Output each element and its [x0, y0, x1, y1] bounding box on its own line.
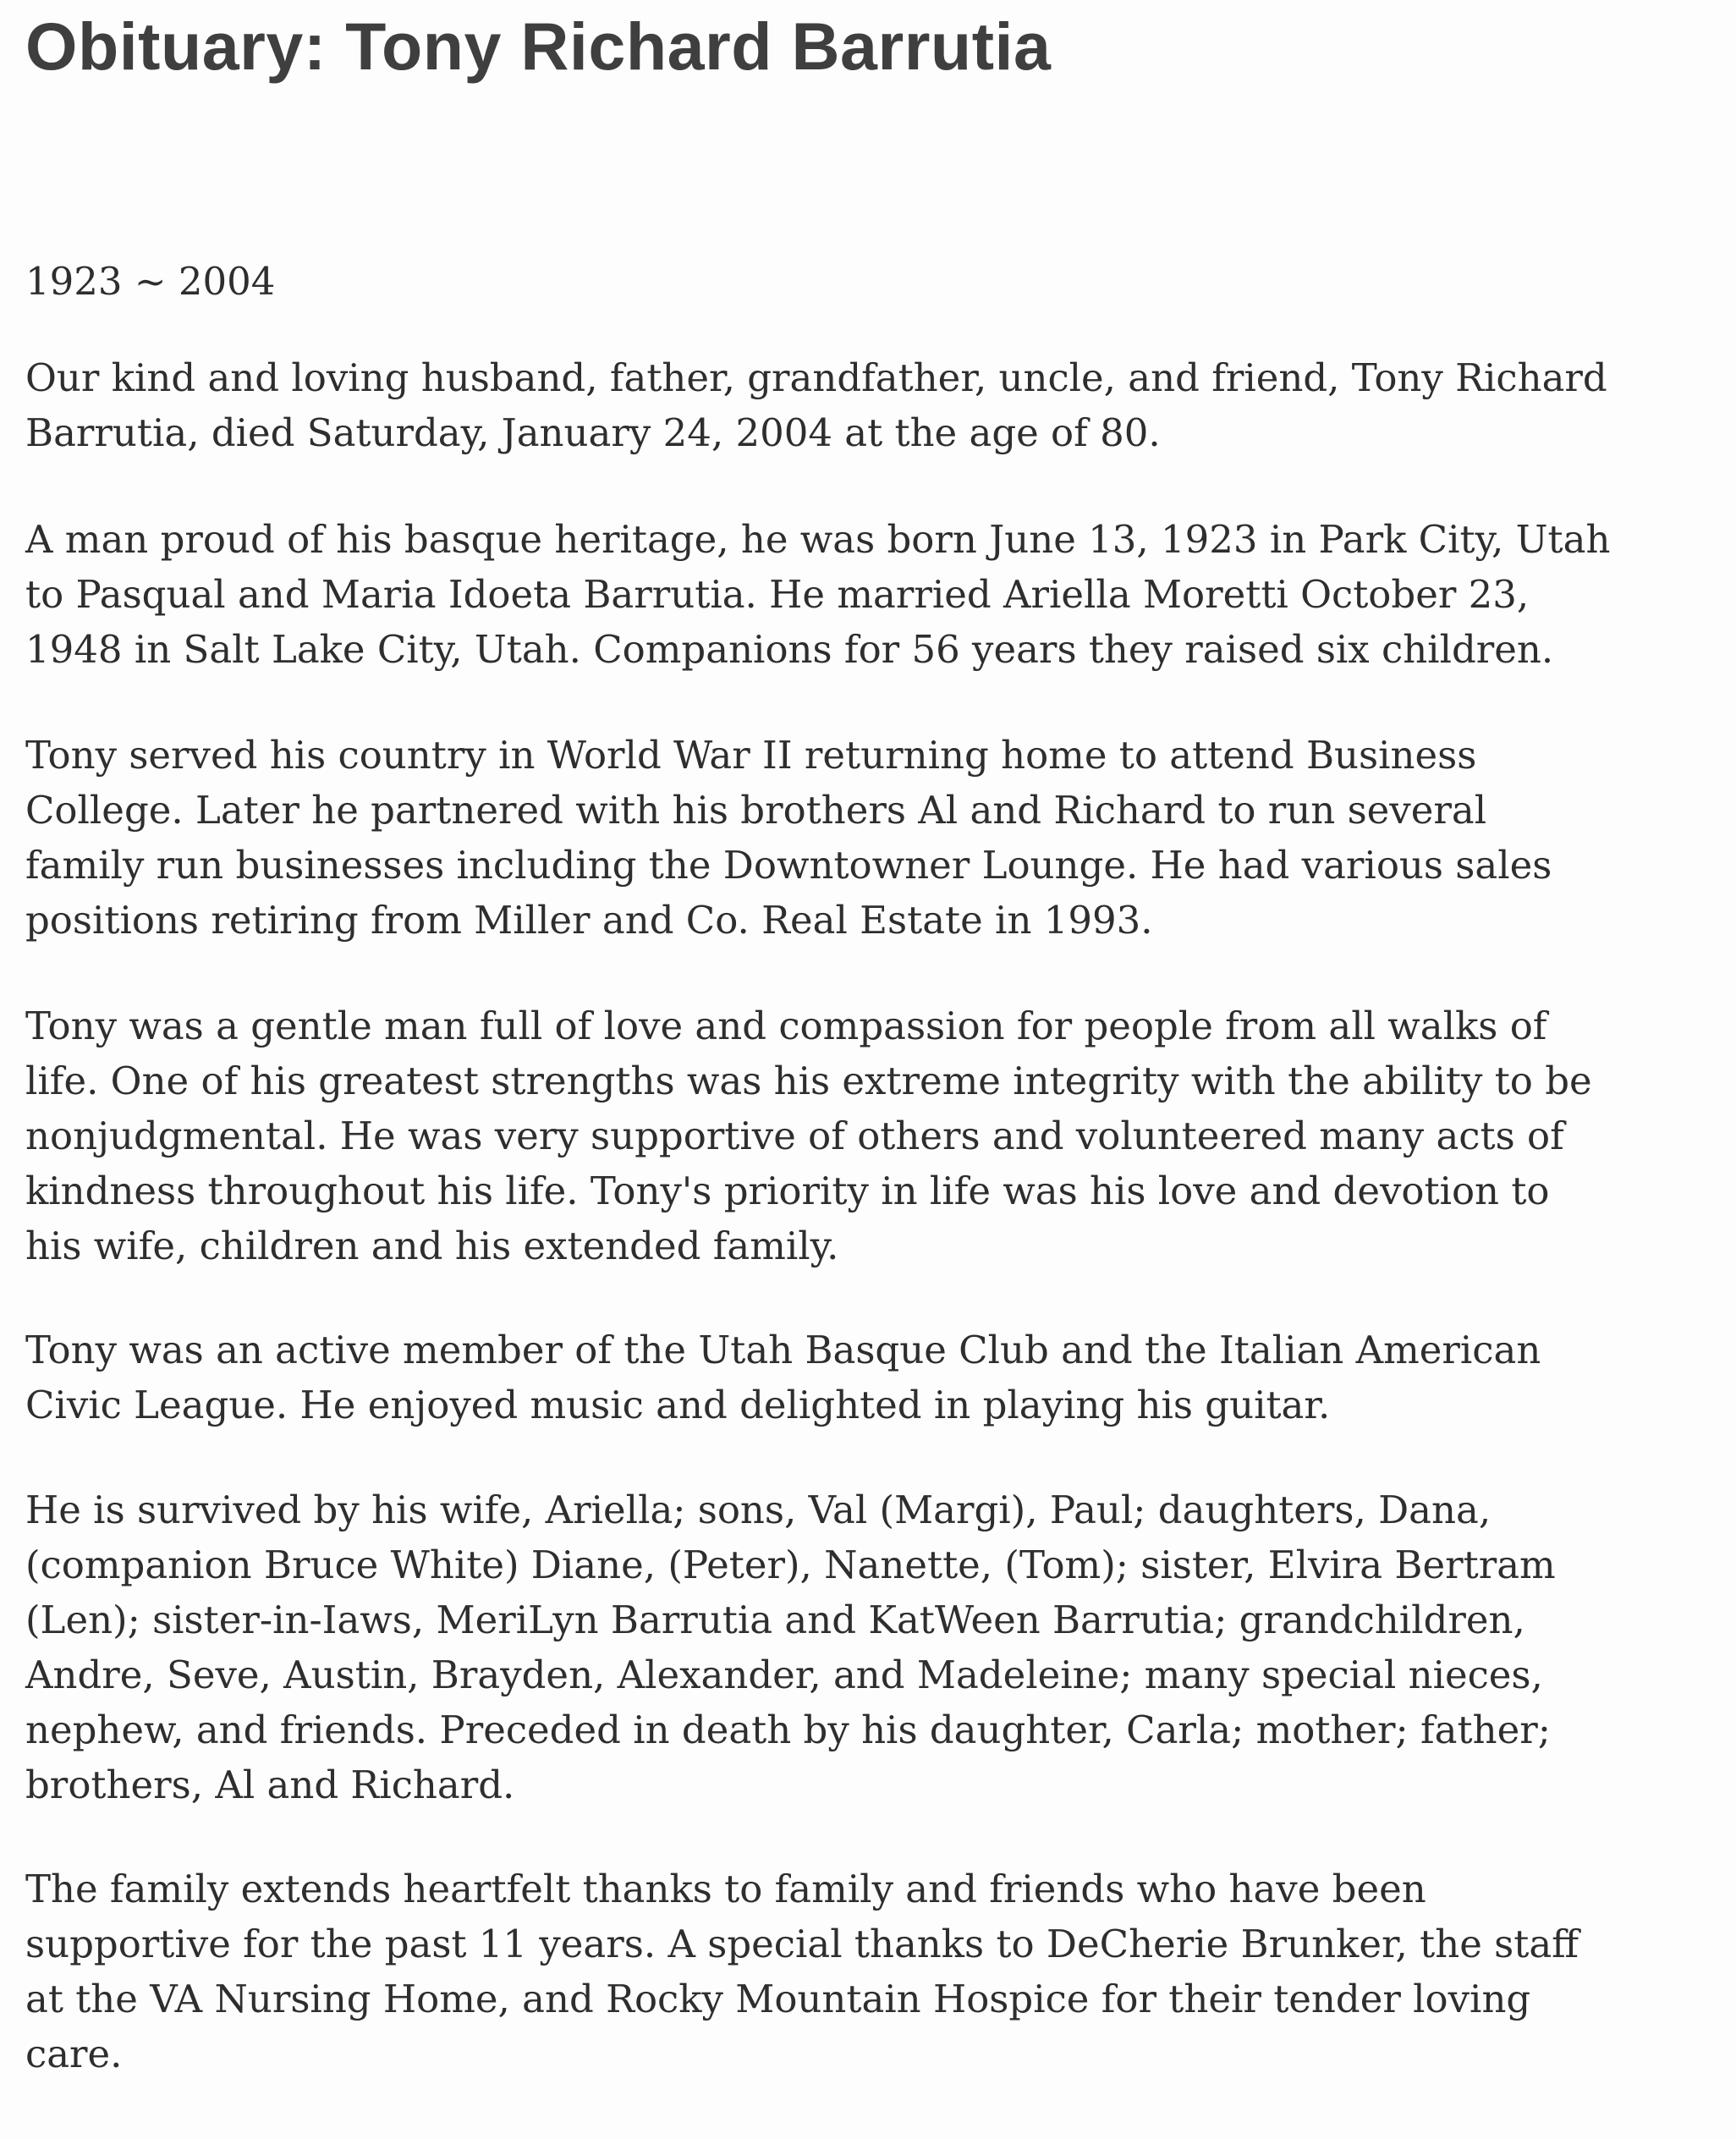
paragraph-line: He is survived by his wife, Ariella; sons, Val (Margi), Paul; daughters, Dana,	[25, 1487, 1492, 1532]
paragraph-heritage	[25, 512, 1684, 677]
paragraph-line: Tony served his country in World War II returning home to attend Business	[25, 733, 1477, 778]
paragraph-line: (Len); sister-in-Iaws, MeriLyn Barrutia and KatWeen Barrutia; grandchildren,	[25, 1597, 1525, 1642]
paragraph-thanks	[25, 1861, 1684, 2081]
paragraph-memberships	[25, 1322, 1684, 1432]
paragraph-line: Andre, Seve, Austin, Brayden, Alexander, and Madeleine; many special nieces,	[25, 1652, 1543, 1697]
paragraph-career	[25, 728, 1684, 948]
paragraph-line: at the VA Nursing Home, and Rocky Mountain Hospice for their tender loving	[25, 1977, 1531, 2021]
page-title: Obituary: Tony Richard Barrutia	[25, 8, 1052, 84]
paragraph-line: Barrutia, died Saturday, January 24, 2004 at the age of 80.	[25, 410, 1161, 455]
paragraph-line: to Pasqual and Maria Idoeta Barrutia. He married Ariella Moretti October 23,	[25, 572, 1530, 617]
paragraph-survivors	[25, 1482, 1684, 1812]
paragraph-death-announcement	[25, 350, 1684, 460]
paragraph-line: Our kind and loving husband, father, grandfather, uncle, and friend, Tony Richard	[25, 355, 1607, 400]
paragraph-line: supportive for the past 11 years. A special thanks to DeCherie Brunker, the staff	[25, 1922, 1579, 1966]
paragraph-line: his wife, children and his extended family.	[25, 1223, 839, 1268]
paragraph-line: Tony was a gentle man full of love and compassion for people from all walks of	[25, 1004, 1547, 1048]
paragraph-line: A man proud of his basque heritage, he was born June 13, 1923 in Park City, Utah	[25, 517, 1611, 562]
paragraph-line: Tony was an active member of the Utah Basque Club and the Italian American	[25, 1328, 1541, 1372]
paragraph-line: brothers, Al and Richard.	[25, 1762, 515, 1807]
paragraph-line: nonjudgmental. He was very supportive of others and volunteered many acts of	[25, 1113, 1564, 1158]
paragraph-line: The family extends heartfelt thanks to family and friends who have been	[25, 1867, 1426, 1911]
paragraph-line: nephew, and friends. Preceded in death by his daughter, Carla; mother; father;	[25, 1707, 1551, 1752]
paragraph-line: 1948 in Salt Lake City, Utah. Companions for 56 years they raised six children.	[25, 627, 1554, 672]
life-dates-text: 1923 ~ 2004	[25, 259, 276, 304]
paragraph-line: care.	[25, 2032, 123, 2076]
paragraph-line: kindness throughout his life. Tony's priority in life was his love and devotion to	[25, 1168, 1550, 1213]
paragraph-line: life. One of his greatest strengths was his extreme integrity with the ability to be	[25, 1059, 1592, 1103]
paragraph-line: (companion Bruce White) Diane, (Peter), Nanette, (Tom); sister, Elvira Bertram	[25, 1542, 1556, 1587]
paragraph-character	[25, 998, 1684, 1273]
paragraph-line: positions retiring from Miller and Co. Real Estate in 1993.	[25, 898, 1153, 943]
paragraph-line: Civic League. He enjoyed music and delighted in playing his guitar.	[25, 1383, 1331, 1427]
paragraph-line: College. Later he partnered with his brothers Al and Richard to run several	[25, 788, 1487, 833]
paragraph-line: family run businesses including the Downtowner Lounge. He had various sales	[25, 843, 1552, 888]
life-dates	[25, 254, 1684, 309]
